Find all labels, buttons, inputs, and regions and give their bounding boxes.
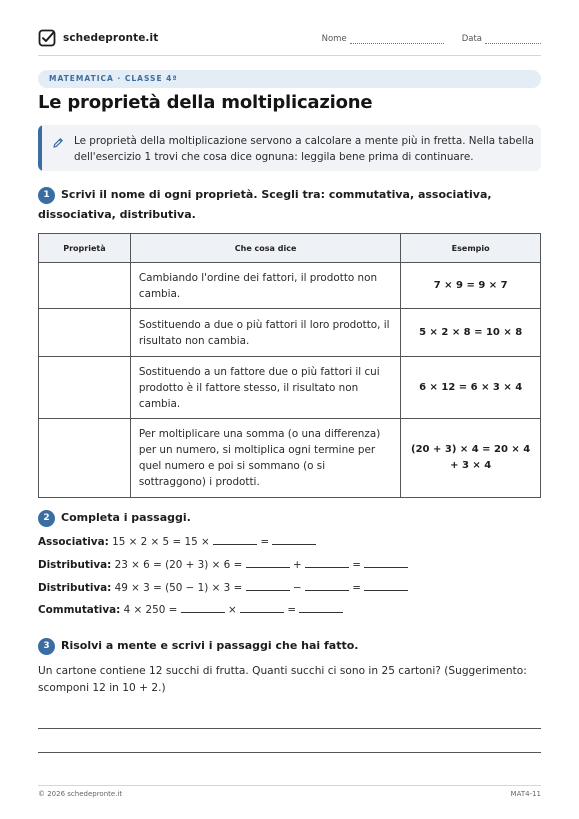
- exercise-title: Risolvi a mente e scrivi i passaggi che hai fatto.: [61, 639, 359, 652]
- property-example: 6 × 12 = 6 × 3 × 4: [401, 357, 541, 419]
- step-operator: +: [292, 559, 302, 571]
- answer-blank[interactable]: [305, 558, 349, 568]
- problem-text: Un cartone contiene 12 succhi di frutta. Quanti succhi ci sono in 25 cartoni? (Suggerimento: scomponi 12 in 10 + 2.): [38, 665, 527, 694]
- name-field[interactable]: [350, 35, 444, 44]
- step-line-commutativa: [38, 603, 343, 616]
- callout-accent-bar: [38, 125, 42, 171]
- column-header: Proprietà: [39, 234, 131, 263]
- step-operator: −: [292, 582, 302, 594]
- step-expression: 15 × 2 × 5 = 15 ×: [112, 536, 210, 548]
- property-example: 5 × 2 × 8 = 10 × 8: [401, 309, 541, 357]
- step-expression: 49 × 3 = (50 − 1) × 3 =: [114, 582, 243, 594]
- answer-blank[interactable]: [299, 603, 343, 613]
- footer-copyright: © 2026 schedepronte.it: [38, 790, 123, 798]
- exercise-1-header: [38, 185, 541, 225]
- checkbox-check-icon: [38, 29, 56, 47]
- step-operator: =: [352, 559, 361, 571]
- step-line-distributiva-1: [38, 558, 408, 571]
- table-row: [39, 419, 541, 498]
- exercise-title: Completa i passaggi.: [61, 511, 191, 524]
- answer-blank[interactable]: [305, 581, 349, 591]
- property-description: Sostituendo a un fattore due o più fattori il cui prodotto è il fattore stesso, il risultato non cambia.: [130, 357, 400, 419]
- step-label: Distributiva:: [38, 582, 112, 594]
- step-operator: =: [287, 604, 297, 616]
- writing-line[interactable]: [38, 752, 541, 753]
- table-row: [39, 263, 541, 309]
- footer-code: MAT4-11: [510, 790, 541, 798]
- exercise-number: 3: [38, 638, 55, 655]
- property-example: 7 × 9 = 9 × 7: [401, 263, 541, 309]
- properties-table: [38, 233, 541, 498]
- brand-name: schedepronte.it: [63, 32, 159, 44]
- callout-text: Le proprietà della moltiplicazione servono a calcolare a mente più in fretta. Nella tabella dell'esercizio 1 trovi che cosa dice ognuna: leggila bene prima di continuare.: [74, 135, 534, 163]
- table-header-row: [39, 234, 541, 263]
- answer-blank[interactable]: [246, 581, 290, 591]
- brand-logo: [38, 29, 158, 47]
- answer-blank[interactable]: [213, 535, 257, 545]
- exercise-2-header: [38, 508, 541, 528]
- step-operator: ×: [227, 604, 237, 616]
- exercise-number: 1: [38, 187, 55, 204]
- step-label: Associativa:: [38, 536, 109, 548]
- answer-blank[interactable]: [364, 581, 408, 591]
- step-label: Commutativa:: [38, 604, 121, 616]
- answer-blank[interactable]: [272, 535, 316, 545]
- step-operator: =: [352, 582, 361, 594]
- property-description: Sostituendo a due o più fattori il loro prodotto, il risultato non cambia.: [130, 309, 400, 357]
- exercise-title: Scrivi il nome di ogni proprietà. Scegli tra: commutativa, associativa, dissociativa, distributiva.: [38, 188, 492, 221]
- intro-callout: [38, 125, 541, 171]
- property-answer-cell[interactable]: [39, 263, 131, 309]
- table-row: [39, 309, 541, 357]
- answer-blank[interactable]: [181, 603, 225, 613]
- subject-band: [38, 70, 541, 88]
- header-divider: [38, 55, 541, 56]
- property-description: Cambiando l'ordine dei fattori, il prodotto non cambia.: [130, 263, 400, 309]
- table-row: [39, 357, 541, 419]
- property-description: Per moltiplicare una somma (o una differenza) per un numero, si moltiplica ogni termine per quel numero e poi si sommano (o si sottraggono) i prodotti.: [130, 419, 400, 498]
- step-operator: =: [260, 536, 270, 548]
- exercise-3-header: [38, 636, 541, 656]
- property-answer-cell[interactable]: [39, 309, 131, 357]
- step-expression: 4 × 250 =: [123, 604, 178, 616]
- property-answer-cell[interactable]: [39, 357, 131, 419]
- step-line-associativa: [38, 535, 316, 548]
- property-example: (20 + 3) × 4 = 20 × 4 + 3 × 4: [401, 419, 541, 498]
- date-field[interactable]: [485, 35, 541, 44]
- answer-blank[interactable]: [246, 558, 290, 568]
- column-header: Esempio: [401, 234, 541, 263]
- property-answer-cell[interactable]: [39, 419, 131, 498]
- step-expression: 23 × 6 = (20 + 3) × 6 =: [114, 559, 243, 571]
- step-line-distributiva-2: [38, 581, 408, 594]
- answer-blank[interactable]: [240, 603, 284, 613]
- page-title: Le proprietà della moltiplicazione: [38, 92, 373, 113]
- answer-blank[interactable]: [364, 558, 408, 568]
- pencil-icon: [52, 137, 64, 149]
- writing-line[interactable]: [38, 728, 541, 729]
- name-label: Nome: [321, 34, 347, 44]
- date-label: Data: [461, 34, 482, 44]
- page-header: [38, 29, 541, 51]
- step-label: Distributiva:: [38, 559, 112, 571]
- column-header: Che cosa dice: [130, 234, 400, 263]
- footer-divider: [38, 785, 541, 786]
- exercise-number: 2: [38, 510, 55, 527]
- subject-label: MATEMATICA · CLASSE 4ª: [49, 74, 178, 83]
- student-fields: [322, 34, 541, 44]
